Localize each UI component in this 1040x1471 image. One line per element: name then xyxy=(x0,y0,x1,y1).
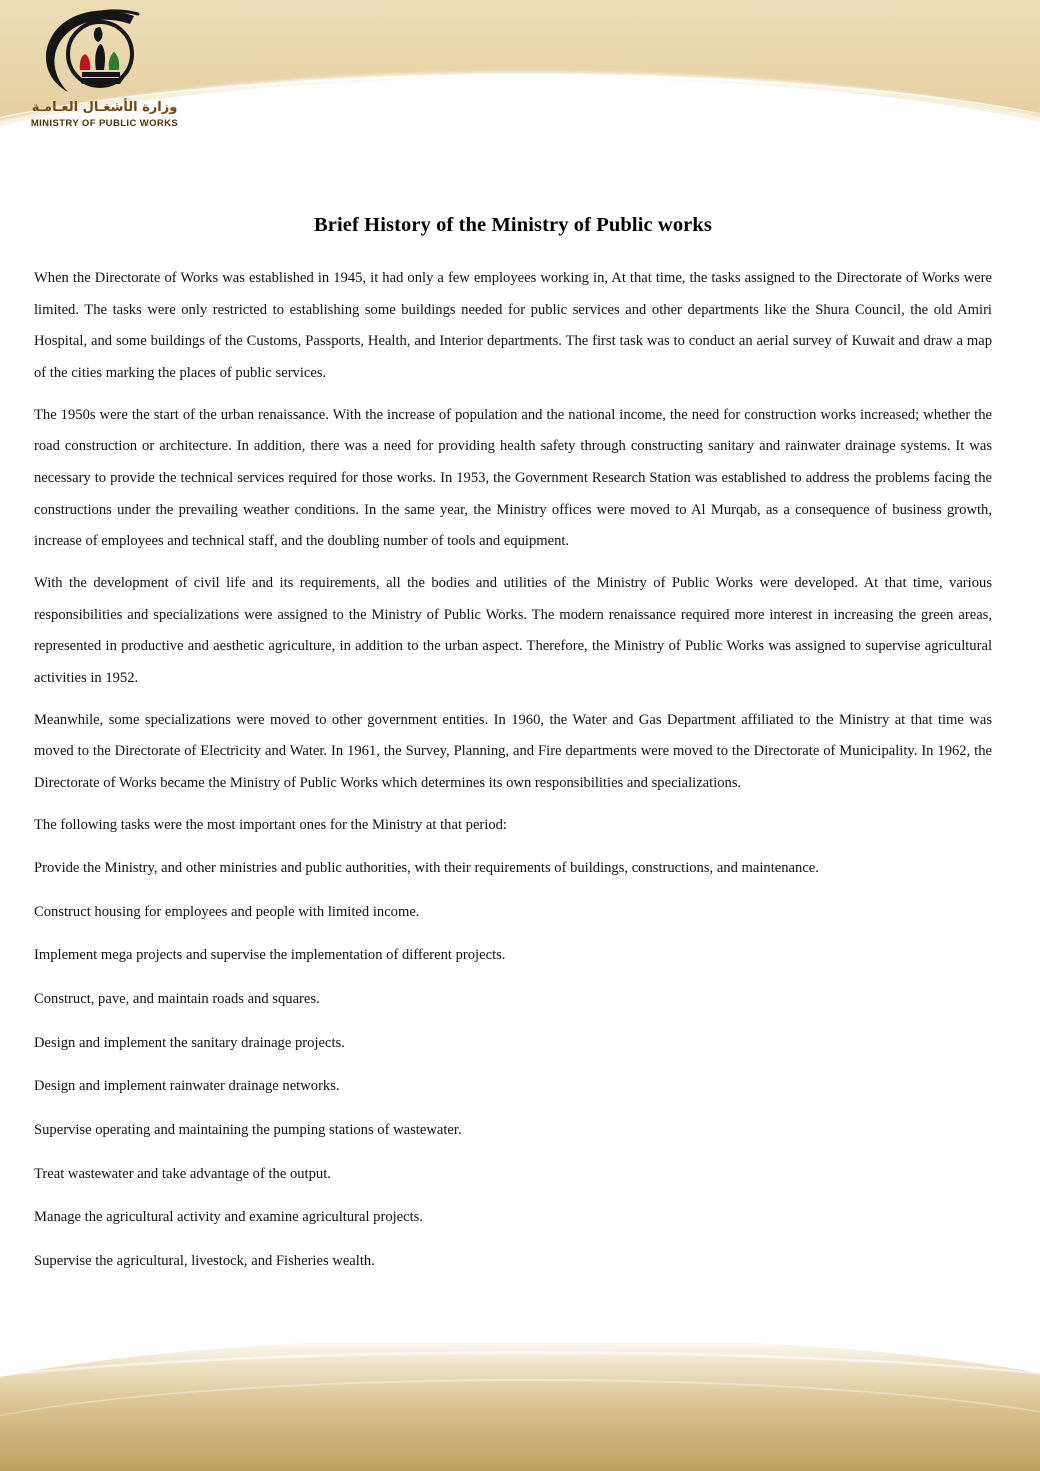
task-item: Provide the Ministry, and other ministries and public authorities, with their requirements of buildings, constructions, and maintenance. xyxy=(34,860,819,877)
paragraph: Meanwhile, some specializations were moved to other government entities. In 1960, the Water and Gas Department affiliated to the Ministry at that time was moved to the Directorate of Electricity and Water. In 1961, the Survey, Planning, and Fire departments were moved to the Directorate of Municipality. In 1962, the Directorate of Works became the Ministry of Public Works which determines its own responsibilities and specializations. xyxy=(34,711,992,791)
task-item: Implement mega projects and supervise the implementation of different projects. xyxy=(34,947,506,964)
task-item: Construct, pave, and maintain roads and squares. xyxy=(34,991,320,1008)
task-item: Supervise operating and maintaining the pumping stations of wastewater. xyxy=(34,1122,462,1139)
ministry-logo xyxy=(22,8,187,128)
task-item: Construct housing for employees and people with limited income. xyxy=(34,903,420,920)
task-item: Design and implement the sanitary drainage projects. xyxy=(34,1034,345,1051)
ministry-emblem-icon xyxy=(38,8,158,100)
task-item: Supervise the agricultural, livestock, and Fisheries wealth. xyxy=(34,1253,375,1270)
task-item: Manage the agricultural activity and examine agricultural projects. xyxy=(34,1209,424,1226)
tasks-intro-line: The following tasks were the most important ones for the Ministry at that period: xyxy=(34,816,507,833)
task-item: Design and implement rainwater drainage networks. xyxy=(34,1078,340,1095)
document-body xyxy=(34,196,992,1278)
ministry-name-arabic: وزارة الأشغـال العـامـة xyxy=(31,100,178,115)
paragraph: The 1950s were the start of the urban renaissance. With the increase of population and the national income, the need for construction works increased; whether the road construction or architecture. In addition, there was a need for providing health safety through constructing sanitary and rainwater drainage systems. It was necessary to provide the technical services required for those works. In 1953, the Government Research Station was established to address the problems facing the constructions under the prevailing weather conditions. In the same year, the Ministry offices were moved to Al Murqab, as a consequence of business growth, increase of employees and technical staff, and the doubling number of tools and equipment. xyxy=(34,406,992,550)
document-title: Brief History of the Ministry of Public works xyxy=(314,214,712,236)
paragraph: With the development of civil life and its requirements, all the bodies and utilities of the Ministry of Public Works were developed. At that time, various responsibilities and specializations were assigned to the Ministry of Public Works. The modern renaissance required more interest in increasing the green areas, represented in productive and aesthetic agriculture, in addition to the urban aspect. Therefore, the Ministry of Public Works was assigned to supervise agricultural activities in 1952. xyxy=(34,574,992,686)
ministry-name-english: MINISTRY OF PUBLIC WORKS xyxy=(30,118,179,129)
paragraph: When the Directorate of Works was established in 1945, it had only a few employees working in, At that time, the tasks assigned to the Directorate of Works were limited. The tasks were only restricted to establishing some buildings needed for public services and other departments like the Shura Council, the old Amiri Hospital, and some buildings of the Customs, Passports, Health, and Interior departments. The first task was to conduct an aerial survey of Kuwait and draw a map of the cities marking the places of public services. xyxy=(34,270,992,381)
task-item: Treat wastewater and take advantage of the output. xyxy=(34,1165,331,1182)
page-footer-banner xyxy=(0,1343,1040,1471)
